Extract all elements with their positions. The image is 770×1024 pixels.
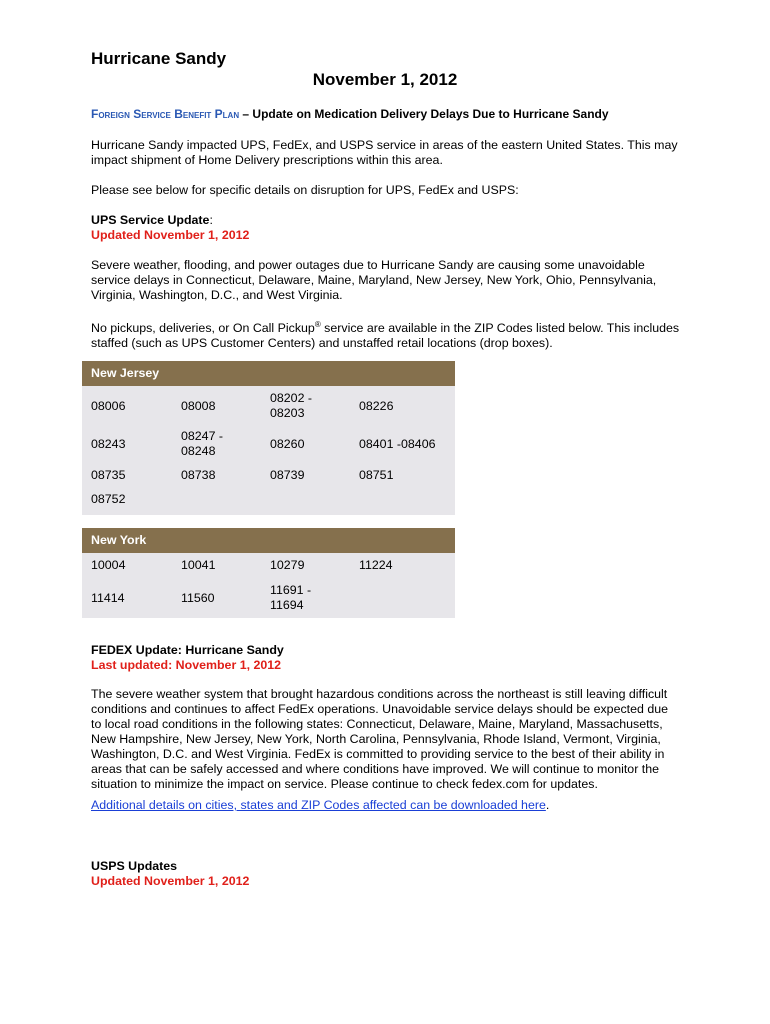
zip-cell: 08752 (91, 492, 126, 506)
link-suffix: . (545, 798, 550, 812)
table-row (82, 553, 455, 581)
page-date: November 1, 2012 (312, 70, 458, 89)
usps-heading: USPS Updates (91, 859, 178, 873)
ups-updated: Updated November 1, 2012 (91, 228, 250, 242)
zip-cell: 08008 (181, 399, 216, 413)
zip-table-new-york (82, 528, 455, 618)
ups-paragraph-1: Severe weather, flooding, and power outages due to Hurricane Sandy are causing some unavoidable service delays in Connecticut, Delaware, Maine, Maryland, New Jersey, New York, Ohio, Pennsylvania, Virginia, Washington, D.C., and West Virginia. (91, 258, 657, 302)
zip-cell: 08243 (91, 437, 126, 451)
ups-heading-colon: : (209, 213, 213, 227)
plan-subtitle: – Update on Medication Delivery Delays Due to Hurricane Sandy (239, 107, 609, 121)
zip-cell: 08735 (91, 468, 126, 482)
plan-name: Foreign Service Benefit Plan (91, 107, 240, 121)
zip-cell: 11560 (181, 591, 215, 605)
intro-paragraph: Hurricane Sandy impacted UPS, FedEx, and USPS service in areas of the eastern United States. This may impact shipment of Home Delivery prescriptions within this area. (91, 138, 678, 167)
table-header: New York (82, 528, 455, 553)
zip-cell: 10279 (270, 558, 305, 572)
table-row (82, 581, 455, 618)
zip-cell: 08260 (270, 437, 305, 451)
usps-updated: Updated November 1, 2012 (91, 874, 250, 888)
registered-mark: ® (314, 320, 321, 329)
plan-heading (91, 107, 609, 121)
zip-cell: 11224 (359, 558, 393, 572)
zip-cell: 11691 - 11694 (270, 583, 312, 612)
ups-heading (91, 213, 681, 228)
table-row (82, 424, 455, 463)
fedex-heading: FEDEX Update: Hurricane Sandy (91, 643, 284, 657)
zip-cell: 08202 - 08203 (270, 391, 313, 420)
zip-cell: 11414 (91, 591, 125, 605)
ups-para2-part1: No pickups, deliveries, or On Call Pickup (91, 321, 315, 336)
table-row (82, 386, 455, 424)
page-title: Hurricane Sandy (91, 49, 227, 68)
zip-cell: 08738 (181, 468, 216, 482)
fedex-updated: Last updated: November 1, 2012 (91, 658, 282, 672)
zip-cell: 08006 (91, 399, 126, 413)
table-row (82, 487, 455, 515)
zip-table-new-jersey (82, 361, 455, 515)
zip-cell: 08739 (270, 468, 305, 482)
table-header: New Jersey (82, 361, 455, 386)
fedex-paragraph: The severe weather system that brought hazardous conditions across the northeast is still leaving difficult conditions and continues to affect FedEx operations. Unavoidable service delays should be expected due to local road conditions in the following states: Connecticut, Delaware, Maine, Maryland, Massachusetts, New Hampshire, New Jersey, New York, North Carolina, Pennsylvania, Rhode Island, Vermont, Virginia, Washington, D.C. and West Virginia. FedEx is committed to providing service to the best of their ability in areas that can be safely accessed and where conditions have improved. We will continue to monitor the situation to minimize the impact on service. Please continue to check fedex.com for updates. (91, 687, 668, 791)
zip-cell: 08247 - 08248 (181, 429, 224, 458)
intro-paragraph-2: Please see below for specific details on disruption for UPS, FedEx and USPS: (91, 183, 519, 197)
zip-cell: 08226 (359, 399, 394, 413)
ups-paragraph-2 (91, 317, 681, 351)
zip-cell: 10004 (91, 558, 126, 572)
ups-heading-text: UPS Service Update (91, 213, 210, 227)
zip-cell: 08751 (359, 468, 394, 482)
table-row (82, 463, 455, 487)
fedex-link-line (91, 798, 681, 813)
fedex-details-link[interactable]: Additional details on cities, states and ZIP Codes affected can be downloaded here (91, 798, 546, 812)
ups-para2-part2: service are available in the ZIP Codes listed below. This includes staffed (such as UPS Customer Centers) and unstaffed retail locations (drop boxes). (91, 321, 680, 351)
zip-cell: 08401 -08406 (359, 437, 436, 451)
zip-cell: 10041 (181, 558, 216, 572)
